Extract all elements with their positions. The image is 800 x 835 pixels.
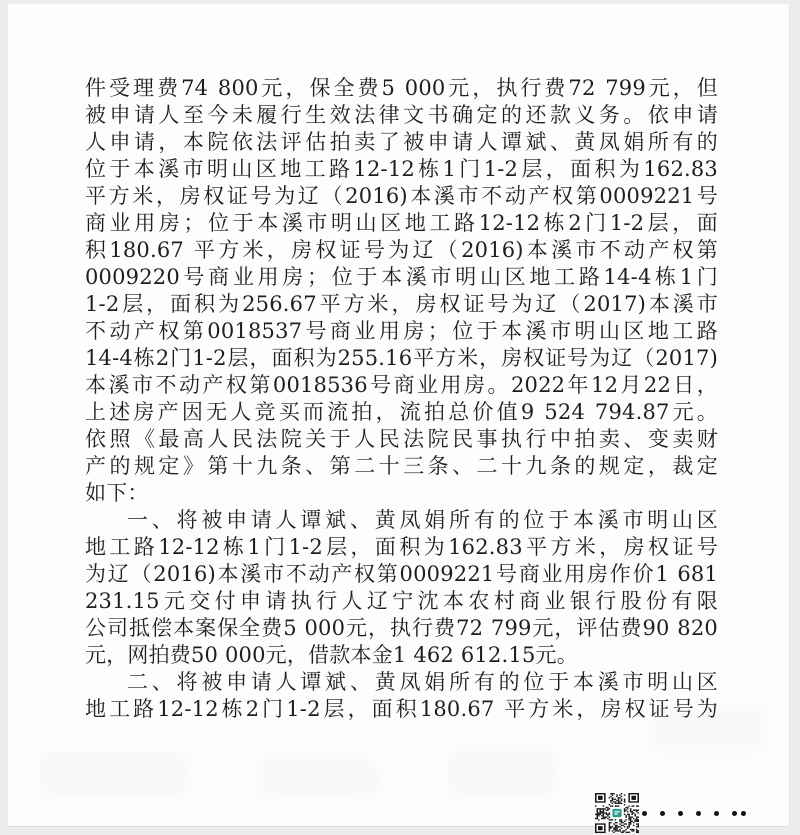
document-line: 本溪市不动产权第0018536号商业用房。2022年12月22日，: [85, 373, 718, 397]
document-line: 上述房产因无人竞买而流拍，流拍总价值9 524 794.87元。: [85, 400, 718, 424]
bleed-through-artifact: [448, 750, 558, 796]
scanned-page: [8, 4, 790, 827]
document-line: 二、将被申请人谭斌、黄凤娟所有的位于本溪市明山区: [127, 670, 718, 694]
document-line: 1-2层，面积为256.67平方米，房权证号为辽（2017)本溪市: [85, 292, 718, 316]
dot-icon: [642, 811, 647, 816]
document-line: 地工路12-12栋2门1-2层，面积180.67 平方米，房权证号为: [85, 697, 718, 721]
dot-icon: [732, 811, 737, 816]
document-line: 人申请，本院依法评估拍卖了被申请人谭斌、黄凤娟所有的: [85, 130, 718, 154]
dot-icon: [678, 811, 683, 816]
document-line: 一、将被申请人谭斌、黄凤娟所有的位于本溪市明山区: [127, 508, 718, 532]
dot-icon: [660, 811, 665, 816]
document-line: 如下：: [85, 481, 149, 505]
document-line: 元，网拍费50 000元，借款本金1 462 612.15元。: [85, 643, 578, 667]
dot-icon: [696, 811, 701, 816]
document-line: 14-4栋2门1-2层，面积为255.16平方米，房权证号为辽（2017): [85, 346, 718, 370]
qr-code-icon: [595, 793, 639, 833]
document-line: 位于本溪市明山区地工路12-12栋1门1-2层，面积为162.83: [85, 157, 718, 181]
document-line: 地工路12-12栋1门1-2层，面积为162.83平方米，房权证号: [85, 535, 718, 559]
page-dots: [642, 805, 746, 821]
document-line: 产的规定》第十九条、第二十三条、二十九条的规定，裁定: [85, 454, 718, 478]
document-line: 积180.67 平方米，房权证号为辽（2016)本溪市不动产权第: [85, 238, 718, 262]
document-line: 0009220号商业用房；位于本溪市明山区地工路14-4栋1门: [85, 265, 718, 289]
dot-icon: [741, 811, 746, 816]
bleed-through-artifact: [258, 758, 378, 798]
document-line: 为辽（2016)本溪市不动产权第0009221号商业用房作价1 681: [85, 562, 718, 586]
qr-center-logo: [611, 807, 623, 818]
document-line: 件受理费74 800元，保全费5 000元，执行费72 799元，但: [85, 76, 718, 100]
document-line: 商业用房；位于本溪市明山区地工路12-12栋2门1-2层，面: [85, 211, 718, 235]
document-line: 平方米，房权证号为辽（2016)本溪市不动产权第0009221号: [85, 184, 718, 208]
document-line: 被申请人至今未履行生效法律文书确定的还款义务。依申请: [85, 103, 718, 127]
document-body: [85, 75, 718, 723]
bleed-through-artifact: [40, 752, 190, 796]
document-line: 公司抵偿本案保全费5 000元，执行费72 799元，评估费90 820: [85, 616, 718, 640]
document-line: 不动产权第0018537号商业用房；位于本溪市明山区地工路: [85, 319, 718, 343]
document-line: 231.15元交付申请执行人辽宁沈本农村商业银行股份有限: [85, 589, 718, 613]
document-line: 依照《最高人民法院关于人民法院民事执行中拍卖、变卖财: [85, 427, 718, 451]
dot-icon: [714, 811, 719, 816]
